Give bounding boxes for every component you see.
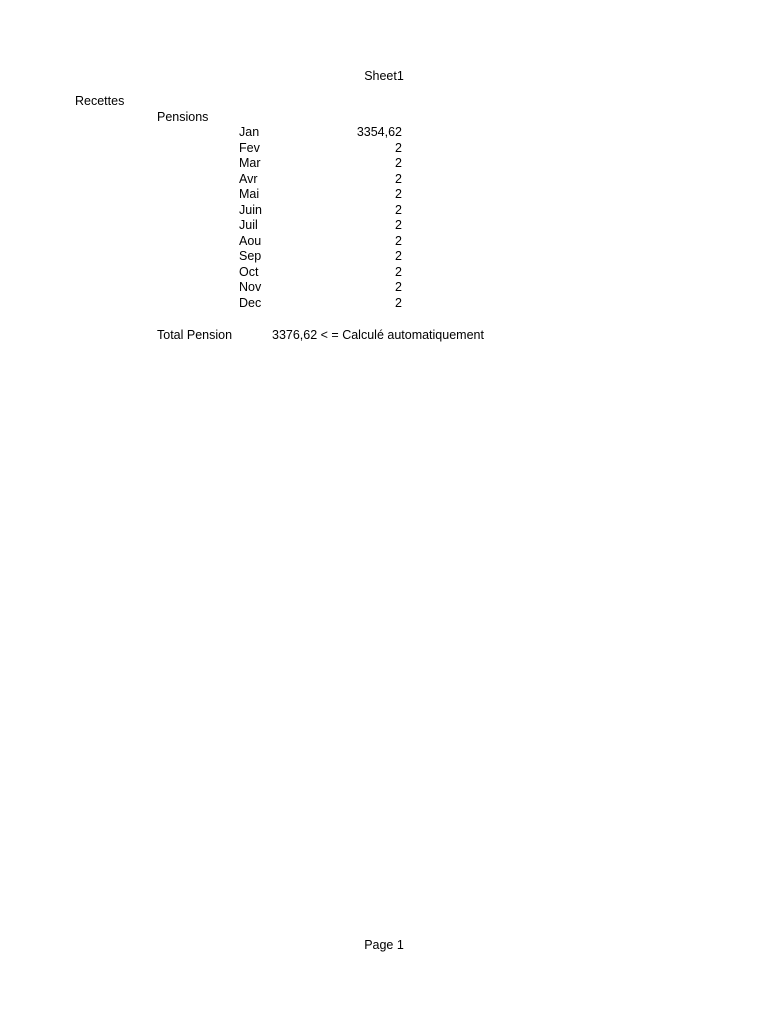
amount-cell: 2 xyxy=(395,280,402,294)
table-row xyxy=(239,265,409,281)
sheet-title: Sheet1 xyxy=(364,69,404,83)
amount-cell: 2 xyxy=(395,171,402,186)
amount-cell: 2 xyxy=(395,187,402,201)
total-pension-label: Total Pension xyxy=(157,328,233,342)
amount-cell: 2 xyxy=(395,140,402,155)
table-row xyxy=(239,218,409,234)
month-cell: Oct xyxy=(239,264,259,279)
amount-cell: 3354,62 xyxy=(356,125,402,139)
month-cell: Dec xyxy=(239,295,262,310)
table-row xyxy=(239,187,409,203)
amount-cell: 2 xyxy=(395,218,402,232)
month-cell: Juil xyxy=(239,218,258,232)
table-row xyxy=(239,156,409,172)
table-row xyxy=(239,141,409,157)
table-row xyxy=(239,249,409,265)
amount-cell: 2 xyxy=(395,295,402,310)
table-row xyxy=(239,234,409,250)
page-number: Page 1 xyxy=(364,938,404,952)
table-row xyxy=(239,203,409,219)
amount-cell: 2 xyxy=(395,202,402,217)
amount-cell: 2 xyxy=(395,249,402,263)
table-row xyxy=(239,280,409,296)
table-row xyxy=(239,125,409,141)
month-cell: Sep xyxy=(239,249,262,263)
month-cell: Aou xyxy=(239,233,262,248)
month-cell: Fev xyxy=(239,140,260,155)
pension-rows xyxy=(239,125,409,311)
table-row xyxy=(239,296,409,312)
total-pension-value: 3376,62 < = Calculé automatiquement xyxy=(272,328,484,342)
subsection-label-pensions: Pensions xyxy=(157,110,209,124)
month-cell: Jan xyxy=(239,125,260,139)
month-cell: Mar xyxy=(239,156,261,170)
amount-cell: 2 xyxy=(395,264,402,279)
section-label-recettes: Recettes xyxy=(75,94,125,108)
month-cell: Mai xyxy=(239,187,260,201)
table-row xyxy=(239,172,409,188)
amount-cell: 2 xyxy=(395,233,402,248)
month-cell: Nov xyxy=(239,280,262,294)
month-cell: Juin xyxy=(239,202,262,217)
amount-cell: 2 xyxy=(395,156,402,170)
month-cell: Avr xyxy=(239,171,258,186)
